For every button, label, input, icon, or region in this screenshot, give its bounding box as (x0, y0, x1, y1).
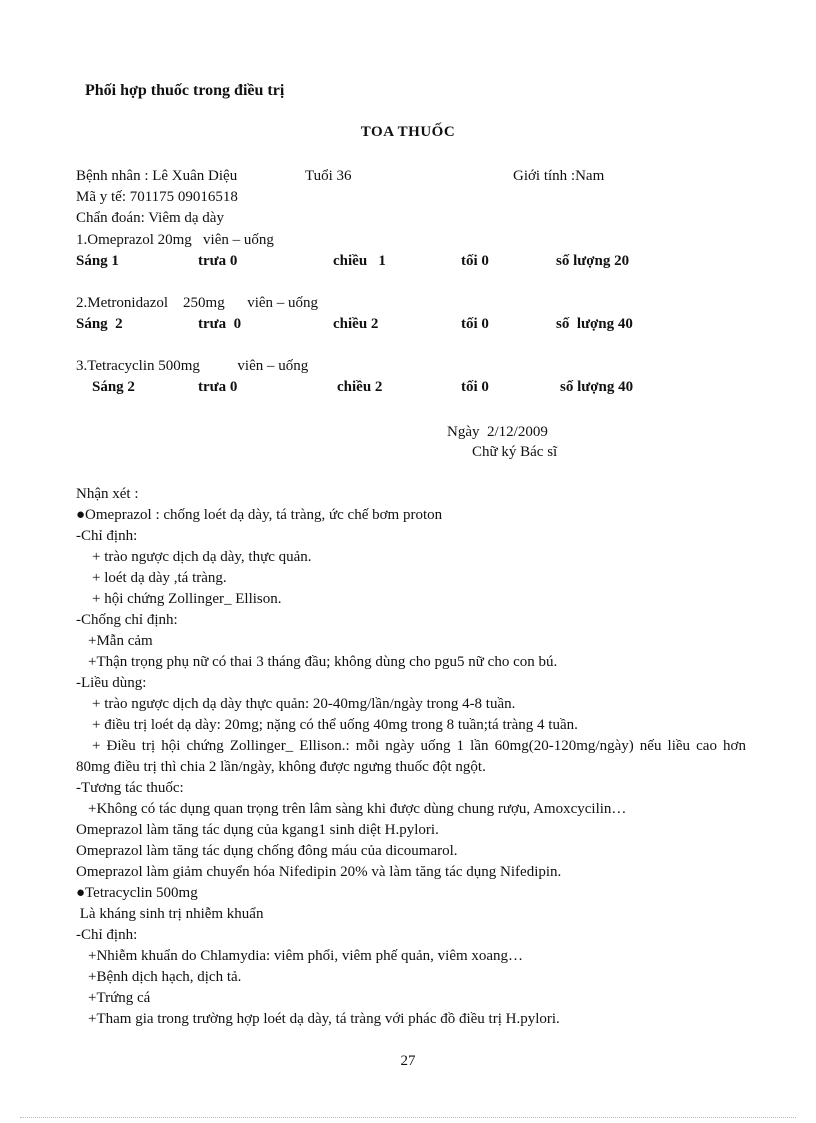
drug-heading: ●Tetracyclin 500mg (76, 885, 198, 901)
diagnosis: Chẩn đoán: Viêm dạ dày (76, 210, 224, 226)
subheading: -Chỉ định: (76, 528, 138, 544)
doctor-signature-label: Chữ ký Bác sĩ (472, 444, 558, 460)
dose-noon: trưa 0 (198, 379, 238, 395)
dose-evening: tối 0 (461, 316, 489, 332)
dose-evening: tối 0 (461, 253, 489, 269)
dose-afternoon: chiều 1 (333, 253, 386, 269)
list-item: +Không có tác dụng quan trọng trên lâm sàng khi được dùng chung rượu, Amoxcycilin… (88, 801, 627, 817)
list-item: +Tham gia trong trường hợp loét dạ dày, tá tràng với phác đồ điều trị H.pylori. (88, 1011, 560, 1027)
prescription-date: Ngày 2/12/2009 (447, 424, 548, 440)
drug-name: 3.Tetracyclin 500mg viên – uống (76, 358, 309, 374)
paragraph: Omeprazol làm tăng tác dụng của kgang1 sinh diệt H.pylori. (76, 822, 439, 838)
patient-age: Tuổi 36 (305, 168, 352, 184)
quantity: số lượng 40 (560, 379, 634, 395)
dose-evening: tối 0 (461, 379, 489, 395)
page-divider (20, 1117, 796, 1118)
dose-afternoon: chiều 2 (333, 316, 379, 332)
dose-noon: trưa 0 (198, 316, 242, 332)
dose-noon: trưa 0 (198, 253, 238, 269)
quantity: số lượng 20 (556, 253, 630, 269)
drug-name: 1.Omeprazol 20mg viên – uống (76, 232, 274, 248)
list-item: +Bệnh dịch hạch, dịch tả. (88, 969, 242, 985)
patient-gender: Giới tính :Nam (513, 168, 605, 184)
subheading: -Chỉ định: (76, 927, 138, 943)
list-item: +Trứng cá (88, 990, 151, 1006)
document-title: TOA THUỐC (360, 124, 456, 140)
list-item: + loét dạ dày ,tá tràng. (92, 570, 227, 586)
list-item: + trào ngược dịch dạ dày thực quản: 20-40mg/lần/ngày trong 4-8 tuần. (92, 696, 516, 712)
list-item: + hội chứng Zollinger_ Ellison. (92, 591, 282, 607)
page-number: 27 (400, 1053, 416, 1069)
dose-morning: Sáng 2 (92, 379, 135, 395)
list-item: + trào ngược dịch dạ dày, thực quản. (92, 549, 312, 565)
subheading: -Tương tác thuốc: (76, 780, 184, 796)
subheading: -Liều dùng: (76, 675, 147, 691)
section-title: Phối hợp thuốc trong điều trị (85, 82, 285, 99)
dose-morning: Sáng 1 (76, 253, 119, 269)
paragraph: Omeprazol làm giảm chuyển hóa Nifedipin 20% và làm tăng tác dụng Nifedipin. (76, 864, 562, 880)
subheading: -Chống chỉ định: (76, 612, 178, 628)
list-item: +Mẫn cảm (88, 633, 153, 649)
quantity: số lượng 40 (556, 316, 633, 332)
notes-section (76, 484, 746, 1030)
dose-afternoon: chiều 2 (337, 379, 383, 395)
list-item: + Điều trị hội chứng Zollinger_ Ellison.: mỗi ngày uống 1 lần 60mg(20-120mg/ngày) nếu liều cao hơn 80mg điều trị thì chia 2 lần/ngày, không được ngưng thuốc đột ngột. (76, 738, 746, 775)
dose-morning: Sáng 2 (76, 316, 123, 332)
list-item: +Nhiễm khuẩn do Chlamydia: viêm phổi, viêm phế quản, viêm xoang… (88, 948, 524, 964)
drug-name: 2.Metronidazol 250mg viên – uống (76, 295, 319, 311)
paragraph: Là kháng sinh trị nhiễm khuẩn (76, 906, 264, 922)
list-item: + điều trị loét dạ dày: 20mg; nặng có thể uống 40mg trong 8 tuần;tá tràng 4 tuần. (92, 717, 578, 733)
insurance-code: Mã y tế: 701175 09016518 (76, 189, 238, 205)
patient-name: Bệnh nhân : Lê Xuân Diệu (76, 168, 238, 184)
drug-heading: ●Omeprazol : chống loét dạ dày, tá tràng, ức chế bơm proton (76, 507, 443, 523)
list-item: +Thận trọng phụ nữ có thai 3 tháng đầu; không dùng cho pgu5 nữ cho con bú. (88, 654, 558, 670)
notes-heading: Nhận xét : (76, 486, 139, 502)
paragraph: Omeprazol làm tăng tác dụng chống đông máu của dicoumarol. (76, 843, 458, 859)
